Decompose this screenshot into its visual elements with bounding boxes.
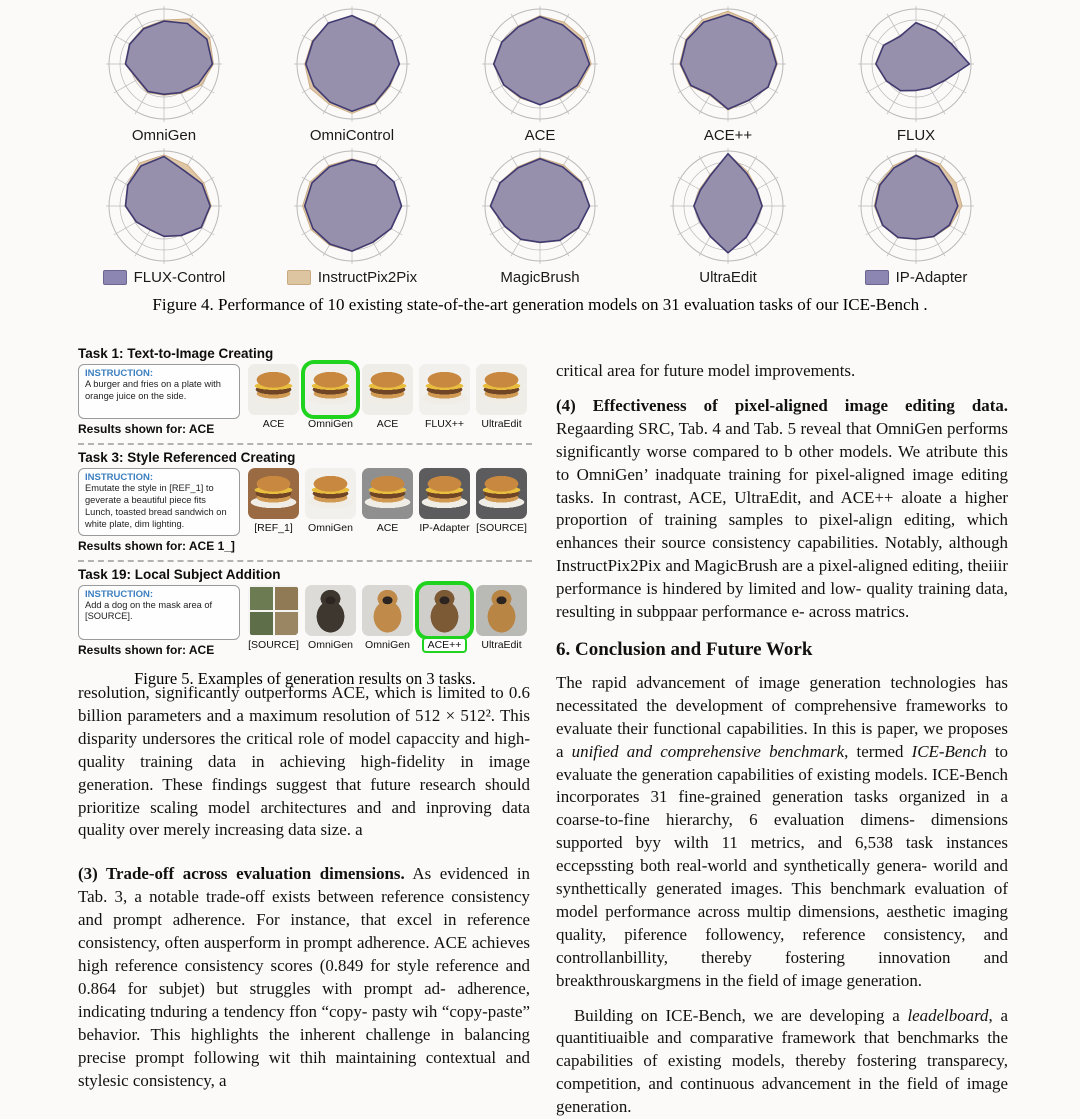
radar-chart-cell [258, 144, 446, 286]
chart-label-text: ACE [524, 127, 556, 144]
radar-chart-cell [822, 2, 1010, 144]
thumbnail-item [476, 364, 527, 436]
radar-chart [277, 144, 427, 268]
figure-4-caption: Figure 4. Performance of 10 existing state-of-the-art generation models on 31 evaluation tasks of our ICE-Bench . [152, 295, 928, 314]
instruction-text: A burger and fries on a plate with orange juice on the side. [85, 379, 221, 401]
thumbnail-label: [SOURCE] [248, 638, 299, 651]
instruction-label: INSTRUCTION: [85, 368, 154, 379]
thumbnail-label: ACE++ [422, 637, 468, 653]
radar-chart-cell [822, 144, 1010, 286]
thumbnail-label: OmniGen [365, 638, 410, 651]
text-segment: Building on ICE-Bench, we are developing a [574, 1005, 908, 1025]
paragraph [556, 360, 1008, 383]
figure-4 [70, 2, 1010, 315]
thumbnail-label: ACE [376, 522, 399, 534]
chart-label-text: InstructPix2Pix [317, 269, 418, 286]
thumbnail-item [305, 585, 356, 657]
thumbnail-row [248, 468, 532, 553]
text-segment: As evidenced in Tab. 3, a notable trade-off exists between reference consistency and prompt adherence. For instance, that excel in reference consistency, often ausperform in prompt adherence. ACE achieves high reference consistency scores (0.849 for style reference and 0.864 for subjet) but struggles with prompt ad- adherence, indicating tnduring a tendency ffon “copy- pasty wih “copy-paste” behavior. This highlights the inherent challenge in balancing precise prompt following wit thih maintaining contextual and stylesic consistency, a [78, 864, 530, 1090]
chart-label [500, 269, 579, 286]
task-block [78, 560, 532, 657]
thumbnail-image [248, 585, 299, 636]
instruction-box [78, 468, 240, 536]
radar-chart-cell [70, 144, 258, 286]
thumbnail-image [419, 468, 470, 519]
radar-chart [841, 144, 991, 268]
chart-label-text: UltraEdit [699, 269, 757, 286]
text-segment: , a quantitiuaible and comparative framework that benchmarks the capabilities of existing models, thereby fostering transparecy, competition, and continuous advancement in the field of image generation. [556, 1005, 1008, 1117]
instruction-box [78, 585, 240, 640]
thumbnail-image [362, 364, 413, 415]
instruction-text: Add a dog on the mask area of [SOURCE]. [85, 599, 213, 622]
thumbnail-label: [SOURCE] [476, 522, 527, 534]
radar-chart [653, 144, 803, 268]
thumbnail-image [305, 468, 356, 519]
radar-chart [465, 2, 615, 126]
radar-chart [89, 2, 239, 126]
chart-label [103, 269, 226, 286]
chart-label-text: ACE++ [703, 127, 753, 144]
thumbnail-label: IP-Adapter [419, 522, 470, 534]
chart-label [287, 269, 417, 286]
thumbnail-image [305, 585, 356, 636]
chart-label-text: MagicBrush [500, 269, 580, 286]
instruction-label: INSTRUCTION: [85, 472, 154, 483]
chart-label [132, 127, 196, 144]
thumbnail-image [476, 364, 527, 415]
paragraph [556, 672, 1008, 993]
paragraph [78, 863, 530, 1092]
chart-label [310, 127, 394, 144]
thumbnail-item [476, 585, 527, 657]
task-title: Task 3: Style Referenced Creating [78, 450, 296, 465]
paragraph [78, 682, 530, 842]
thumbnail-item [362, 364, 413, 436]
radar-chart-cell [258, 2, 446, 144]
chart-label [525, 127, 556, 144]
task-list [78, 346, 532, 657]
thumbnail-label: FLUX++ [424, 418, 465, 430]
thumbnail-item [362, 468, 413, 553]
radar-chart-cell [446, 144, 634, 286]
task-title: Task 1: Text-to-Image Creating [78, 346, 274, 361]
thumbnail-label: OmniGen [308, 638, 353, 651]
radar-row-1 [70, 144, 1010, 286]
thumbnail-image [362, 468, 413, 519]
instruction-label: INSTRUCTION: [85, 588, 154, 600]
thumbnail-item [305, 468, 356, 553]
right-column [556, 360, 1008, 1119]
thumbnail-label: UltraEdit [481, 638, 522, 651]
results-for-label: Results shown for: ACE 1_] [78, 538, 235, 553]
radar-row-0 [70, 2, 1010, 144]
chart-label [699, 269, 757, 286]
radar-chart [653, 2, 803, 126]
task-left [78, 468, 240, 553]
thumbnail-label: UltraEdit [481, 418, 522, 430]
radar-chart-cell [70, 2, 258, 144]
thumbnail-image [476, 585, 527, 636]
left-column [78, 682, 530, 1092]
task-body [78, 364, 532, 436]
task-title: Task 19: Local Subject Addition [78, 566, 281, 582]
text-segment: The rapid advancement of image generation technologies has necessitated the development of comprehensive frameworks to evaluate their functional capabilities. In this is paper, we proposes a [556, 672, 1008, 761]
thumbnail-label: ACE [376, 418, 399, 430]
task-body [78, 585, 532, 657]
task-block [78, 346, 532, 436]
task-left [78, 585, 240, 657]
text-segment: to evaluate the generation capabilities of existing models. ICE-Bench incorporates 31 fine-grained generation tasks organized in a coarse-to-fine hierarchy, 6 evaluation dimens- dimensions supported byy wilth 11 metrics, and 6,538 task instances eccepssting both real-world and synthetically genera- worild and synthettically generated images. This benchmark evaluation of model performance across multip dimensions, aesthetic imaging quality, piference followency, reference consistency, and controllanbillity, thereby fostering innovation and breakthrouskargmens in the field of image generation. [556, 741, 1008, 990]
instruction-box [78, 364, 240, 419]
chart-label-text: IP-Adapter [895, 269, 968, 286]
thumbnail-item [419, 585, 470, 657]
text-segment: resolution, significantly outperforms ACE, which is limited to 0.6 billion parameters and a maximum resolution of 512 × 512². This disparity undersores the critical role of model capaccity and high-quality training data in achieving high-fidelity in image generation. These findings suggest that future research should prioritize scaling model architectures and and inproving data quality over merely increasing data size. a [78, 683, 530, 840]
task-block [78, 443, 532, 553]
thumbnail-row [248, 364, 532, 436]
text-segment: ICE-Bench [911, 741, 987, 761]
thumbnail-image [248, 468, 299, 519]
paragraph [556, 395, 1008, 624]
thumbnail-label: OmniGen [308, 418, 353, 430]
thumbnail-item [248, 468, 299, 553]
radar-chart [841, 2, 991, 126]
task-body [78, 468, 532, 553]
text-segment: critical area for future model improvements. [556, 361, 856, 380]
instruction-text: Emutate the style in [REF_1] to geverate a beautiful piece fits Lunch, toasted bread sandwich on white plate, dim lighting. [85, 483, 227, 529]
radar-chart [277, 2, 427, 126]
chart-label-text: FLUX-Control [133, 269, 226, 286]
chart-label-text: OmniGen [131, 127, 197, 144]
thumbnail-item [305, 364, 356, 436]
paragraph [556, 1005, 1008, 1119]
thumbnail-item [419, 364, 470, 436]
radar-chart-cell [446, 2, 634, 144]
thumbnail-item [248, 585, 299, 657]
chart-label-text: FLUX [896, 127, 936, 144]
text-segment: unified and comprehensive benchmark [571, 741, 845, 761]
thumbnail-item [476, 468, 527, 553]
thumbnail-image [305, 364, 356, 415]
legend-swatch-purple [103, 270, 127, 285]
legend-swatch-tan [287, 270, 311, 285]
thumbnail-label: [REF_1] [254, 522, 293, 534]
chart-label [897, 127, 935, 144]
thumbnail-item [362, 585, 413, 657]
thumbnail-label: OmniGen [308, 522, 353, 534]
thumbnail-item [248, 364, 299, 436]
legend-swatch-purple [865, 270, 889, 285]
results-for-label: Results shown for: ACE [78, 422, 215, 436]
thumbnail-image [248, 364, 299, 415]
figure-5-caption: Figure 5. Examples of generation results on 3 tasks. [134, 668, 476, 688]
thumbnail-image [419, 364, 470, 415]
thumbnail-label: ACE [262, 418, 285, 430]
radar-chart-cell [634, 144, 822, 286]
text-segment: (4) Effectiveness of pixel-aligned image editing data. [556, 395, 1008, 415]
chart-label [865, 269, 968, 286]
radar-chart [89, 144, 239, 268]
thumbnail-image [476, 468, 527, 519]
text-segment: , termed [844, 741, 912, 761]
chart-label-text: OmniControl [309, 127, 395, 144]
radar-chart [465, 144, 615, 268]
thumbnail-item [419, 468, 470, 553]
thumbnail-image [419, 585, 470, 636]
text-segment: Regaarding SRC, Tab. 4 and Tab. 5 reveal that OmniGen performs significantly worse compared to b other models. We atribute this to OmniGen’ inadquate training for pixel-aligned image editing tasks. In contrast, ACE, UltraEdit, and ACE++ aloate a higher proportion of training samples to pixel-align editing, which enhances their source consistency capabilities. Notably, although InstructPix2Pix and MagicBrush are a pixel-aligned editing, theiiir performance is hindered by limited and low- quality training data, resulting in subppaar performance e- across matrics. [556, 418, 1008, 622]
chart-label [704, 127, 752, 144]
text-segment: leadelboard [907, 1005, 989, 1025]
radar-chart-cell [634, 2, 822, 144]
results-for-label: Results shown for: ACE [78, 642, 215, 657]
thumbnail-row [248, 585, 532, 657]
text-segment: (3) Trade-off across evaluation dimensions. [78, 864, 405, 884]
task-left [78, 364, 240, 436]
thumbnail-image [362, 585, 413, 636]
section-heading: 6. Conclusion and Future Work [556, 638, 813, 660]
figure-5 [78, 346, 532, 689]
